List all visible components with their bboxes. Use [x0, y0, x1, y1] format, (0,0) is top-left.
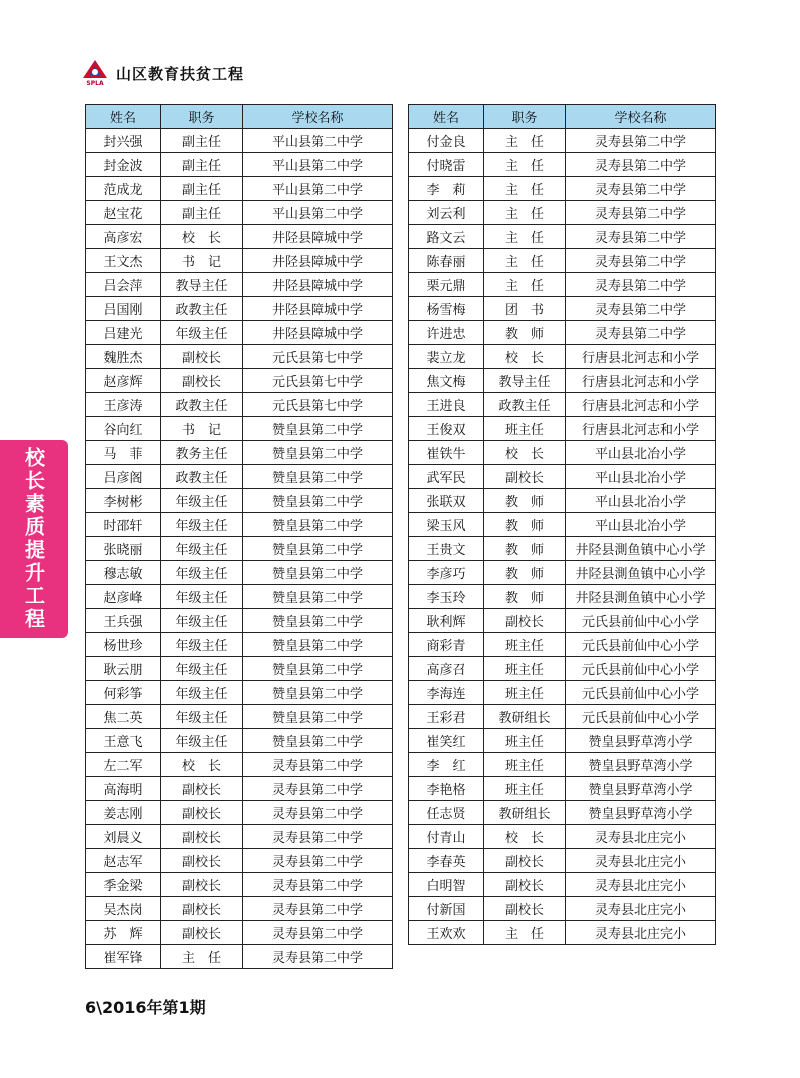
cell-name: 白明智 — [409, 873, 484, 897]
cell-name: 王彩君 — [409, 705, 484, 729]
cell-school: 灵寿县北庄完小 — [566, 825, 716, 849]
cell-name: 焦二英 — [86, 705, 161, 729]
cell-position: 教 师 — [484, 585, 566, 609]
cell-position: 年级主任 — [161, 585, 243, 609]
table-row — [86, 561, 393, 585]
cell-school: 灵寿县北庄完小 — [566, 849, 716, 873]
cell-position: 班主任 — [484, 681, 566, 705]
table-row — [86, 417, 393, 441]
cell-school: 赞皇县第二中学 — [243, 681, 393, 705]
cell-school: 赞皇县第二中学 — [243, 633, 393, 657]
page-title: 山区教育扶贫工程 — [116, 64, 245, 83]
cell-name: 付晓雷 — [409, 153, 484, 177]
table-row — [409, 393, 716, 417]
cell-position: 主 任 — [161, 945, 243, 969]
table-row — [86, 489, 393, 513]
cell-name: 高海明 — [86, 777, 161, 801]
cell-position: 副主任 — [161, 129, 243, 153]
cell-name: 付青山 — [409, 825, 484, 849]
cell-school: 元氏县前仙中心小学 — [566, 705, 716, 729]
cell-position: 教 师 — [484, 561, 566, 585]
table-row — [86, 753, 393, 777]
cell-position: 教研组长 — [484, 801, 566, 825]
cell-position: 年级主任 — [161, 537, 243, 561]
table-row — [409, 249, 716, 273]
cell-position: 副校长 — [484, 849, 566, 873]
table-row — [86, 801, 393, 825]
table-row — [409, 321, 716, 345]
table-row — [86, 705, 393, 729]
cell-position: 校 长 — [484, 825, 566, 849]
cell-position: 副校长 — [484, 873, 566, 897]
cell-school: 赞皇县第二中学 — [243, 489, 393, 513]
cell-position: 主 任 — [484, 249, 566, 273]
cell-name: 耿云朋 — [86, 657, 161, 681]
table-row — [86, 297, 393, 321]
cell-school: 元氏县第七中学 — [243, 369, 393, 393]
cell-name: 李玉玲 — [409, 585, 484, 609]
table-row — [409, 897, 716, 921]
table-row — [409, 441, 716, 465]
page-footer: 6\2016年第1期 — [85, 998, 206, 1017]
cell-school: 平山县北冶小学 — [566, 513, 716, 537]
cell-school: 井陉县障城中学 — [243, 273, 393, 297]
cell-position: 副主任 — [161, 201, 243, 225]
cell-name: 李艳格 — [409, 777, 484, 801]
cell-school: 灵寿县第二中学 — [243, 753, 393, 777]
cell-name: 武军民 — [409, 465, 484, 489]
cell-position: 团 书 — [484, 297, 566, 321]
cell-name: 吕建光 — [86, 321, 161, 345]
cell-name: 杨雪梅 — [409, 297, 484, 321]
cell-position: 副校长 — [484, 465, 566, 489]
cell-position: 政教主任 — [161, 465, 243, 489]
table-row — [86, 657, 393, 681]
table-row — [86, 513, 393, 537]
cell-position: 年级主任 — [161, 513, 243, 537]
cell-position: 教导主任 — [161, 273, 243, 297]
table-row — [409, 153, 716, 177]
cell-school: 赞皇县第二中学 — [243, 441, 393, 465]
table-row — [409, 489, 716, 513]
cell-school: 灵寿县第二中学 — [243, 873, 393, 897]
cell-name: 李彦巧 — [409, 561, 484, 585]
table-row — [409, 585, 716, 609]
cell-name: 封金波 — [86, 153, 161, 177]
table-row — [409, 417, 716, 441]
cell-school: 平山县第二中学 — [243, 153, 393, 177]
table-row — [86, 537, 393, 561]
cell-school: 灵寿县第二中学 — [566, 321, 716, 345]
cell-position: 校 长 — [484, 441, 566, 465]
cell-school: 灵寿县第二中学 — [566, 129, 716, 153]
cell-name: 路文云 — [409, 225, 484, 249]
roster-table-left — [85, 104, 393, 969]
table-row — [409, 345, 716, 369]
table-header-row — [86, 105, 393, 129]
table-row — [409, 657, 716, 681]
cell-position: 班主任 — [484, 633, 566, 657]
cell-school: 井陉县障城中学 — [243, 225, 393, 249]
table-row — [86, 345, 393, 369]
cell-name: 赵彦辉 — [86, 369, 161, 393]
cell-school: 井陉县測鱼镇中心小学 — [566, 561, 716, 585]
cell-position: 班主任 — [484, 729, 566, 753]
cell-name: 崔笑红 — [409, 729, 484, 753]
cell-position: 副校长 — [161, 897, 243, 921]
cell-school: 灵寿县第二中学 — [243, 921, 393, 945]
cell-school: 灵寿县北庄完小 — [566, 873, 716, 897]
table-row — [409, 225, 716, 249]
cell-position: 政教主任 — [484, 393, 566, 417]
table-row — [86, 585, 393, 609]
cell-name: 赵彦峰 — [86, 585, 161, 609]
cell-name: 吕会萍 — [86, 273, 161, 297]
table-row — [409, 129, 716, 153]
section-label: 校长素质提升工程 — [21, 447, 46, 631]
cell-name: 刘晨义 — [86, 825, 161, 849]
cell-school: 元氏县前仙中心小学 — [566, 633, 716, 657]
cell-school: 平山县北冶小学 — [566, 465, 716, 489]
table-row — [86, 369, 393, 393]
cell-name: 王文杰 — [86, 249, 161, 273]
table-row — [409, 729, 716, 753]
cell-name: 赵志军 — [86, 849, 161, 873]
table-row — [409, 633, 716, 657]
table-row — [409, 561, 716, 585]
table-row — [409, 753, 716, 777]
cell-name: 付金良 — [409, 129, 484, 153]
cell-name: 吕国刚 — [86, 297, 161, 321]
cell-name: 王意飞 — [86, 729, 161, 753]
table-row — [409, 465, 716, 489]
table-row — [86, 849, 393, 873]
cell-position: 教研组长 — [484, 705, 566, 729]
cell-school: 平山县第二中学 — [243, 129, 393, 153]
cell-position: 年级主任 — [161, 633, 243, 657]
cell-school: 灵寿县北庄完小 — [566, 897, 716, 921]
cell-school: 赞皇县第二中学 — [243, 561, 393, 585]
cell-position: 班主任 — [484, 777, 566, 801]
cell-name: 裴立龙 — [409, 345, 484, 369]
cell-position: 校 长 — [484, 345, 566, 369]
table-row — [86, 393, 393, 417]
cell-position: 副校长 — [161, 873, 243, 897]
table-row — [86, 633, 393, 657]
cell-name: 王彦涛 — [86, 393, 161, 417]
table-row — [86, 825, 393, 849]
cell-school: 灵寿县第二中学 — [243, 825, 393, 849]
cell-name: 高彦召 — [409, 657, 484, 681]
col-header-position: 职务 — [484, 105, 566, 129]
table-row — [86, 321, 393, 345]
cell-school: 平山县北冶小学 — [566, 489, 716, 513]
table-row — [409, 273, 716, 297]
cell-position: 班主任 — [484, 657, 566, 681]
cell-school: 平山县第二中学 — [243, 177, 393, 201]
logo — [80, 58, 110, 88]
cell-position: 副校长 — [161, 801, 243, 825]
cell-school: 灵寿县第二中学 — [566, 153, 716, 177]
cell-school: 赞皇县第二中学 — [243, 417, 393, 441]
roster-table-right — [408, 104, 716, 945]
table-row — [86, 441, 393, 465]
cell-position: 年级主任 — [161, 657, 243, 681]
cell-name: 魏胜杰 — [86, 345, 161, 369]
cell-name: 崔军锋 — [86, 945, 161, 969]
cell-name: 李树彬 — [86, 489, 161, 513]
cell-school: 赞皇县野草湾小学 — [566, 729, 716, 753]
cell-school: 灵寿县第二中学 — [566, 249, 716, 273]
cell-position: 政教主任 — [161, 297, 243, 321]
cell-name: 焦文梅 — [409, 369, 484, 393]
cell-name: 何彩筝 — [86, 681, 161, 705]
table-row — [409, 825, 716, 849]
table-row — [409, 201, 716, 225]
cell-school: 灵寿县北庄完小 — [566, 921, 716, 945]
table-row — [86, 225, 393, 249]
cell-name: 张联双 — [409, 489, 484, 513]
cell-school: 赞皇县第二中学 — [243, 513, 393, 537]
table-header-row — [409, 105, 716, 129]
cell-position: 主 任 — [484, 177, 566, 201]
cell-position: 校 长 — [161, 225, 243, 249]
cell-school: 灵寿县第二中学 — [243, 777, 393, 801]
cell-position: 副校长 — [161, 777, 243, 801]
cell-name: 封兴强 — [86, 129, 161, 153]
cell-position: 校 长 — [161, 753, 243, 777]
cell-school: 灵寿县第二中学 — [566, 225, 716, 249]
cell-position: 副校长 — [161, 345, 243, 369]
cell-position: 教导主任 — [484, 369, 566, 393]
cell-position: 年级主任 — [161, 705, 243, 729]
table-row — [409, 537, 716, 561]
cell-name: 任志贤 — [409, 801, 484, 825]
table-row — [86, 273, 393, 297]
cell-name: 商彩青 — [409, 633, 484, 657]
cell-position: 教 师 — [484, 513, 566, 537]
cell-name: 穆志敏 — [86, 561, 161, 585]
cell-name: 李春英 — [409, 849, 484, 873]
table-row — [86, 249, 393, 273]
cell-school: 行唐县北河志和小学 — [566, 369, 716, 393]
cell-name: 苏 辉 — [86, 921, 161, 945]
cell-name: 杨世珍 — [86, 633, 161, 657]
cell-position: 副校长 — [484, 897, 566, 921]
table-row — [86, 153, 393, 177]
col-header-name: 姓名 — [86, 105, 161, 129]
cell-name: 崔铁牛 — [409, 441, 484, 465]
cell-name: 刘云利 — [409, 201, 484, 225]
cell-school: 赞皇县第二中学 — [243, 465, 393, 489]
cell-position: 主 任 — [484, 201, 566, 225]
cell-school: 行唐县北河志和小学 — [566, 393, 716, 417]
table-row — [86, 729, 393, 753]
cell-school: 赞皇县第二中学 — [243, 609, 393, 633]
cell-position: 班主任 — [484, 417, 566, 441]
cell-name: 时邵轩 — [86, 513, 161, 537]
cell-school: 元氏县第七中学 — [243, 345, 393, 369]
table-row — [409, 609, 716, 633]
cell-position: 年级主任 — [161, 561, 243, 585]
cell-school: 赞皇县野草湾小学 — [566, 753, 716, 777]
table-row — [409, 513, 716, 537]
cell-name: 李海连 — [409, 681, 484, 705]
cell-name: 吕彦阁 — [86, 465, 161, 489]
cell-school: 赞皇县第二中学 — [243, 657, 393, 681]
table-row — [409, 873, 716, 897]
cell-school: 元氏县前仙中心小学 — [566, 609, 716, 633]
table-row — [409, 777, 716, 801]
cell-name: 吴杰岗 — [86, 897, 161, 921]
table-row — [86, 201, 393, 225]
section-sidebar-tab — [0, 440, 68, 638]
cell-name: 赵宝花 — [86, 201, 161, 225]
logo-text: SPLA — [86, 80, 104, 87]
cell-position: 教 师 — [484, 537, 566, 561]
cell-position: 副校长 — [161, 921, 243, 945]
table-row — [86, 609, 393, 633]
cell-school: 元氏县前仙中心小学 — [566, 657, 716, 681]
cell-school: 井陉县障城中学 — [243, 321, 393, 345]
cell-name: 高彦宏 — [86, 225, 161, 249]
table-row — [409, 177, 716, 201]
cell-position: 年级主任 — [161, 681, 243, 705]
col-header-school: 学校名称 — [566, 105, 716, 129]
cell-name: 左二军 — [86, 753, 161, 777]
table-row — [409, 369, 716, 393]
cell-position: 书 记 — [161, 249, 243, 273]
table-row — [86, 777, 393, 801]
table-row — [86, 921, 393, 945]
table-row — [409, 297, 716, 321]
cell-school: 灵寿县第二中学 — [566, 177, 716, 201]
cell-school: 灵寿县第二中学 — [243, 801, 393, 825]
cell-school: 赞皇县第二中学 — [243, 537, 393, 561]
cell-position: 主 任 — [484, 921, 566, 945]
cell-position: 副校长 — [161, 369, 243, 393]
cell-school: 平山县第二中学 — [243, 201, 393, 225]
cell-name: 王贵文 — [409, 537, 484, 561]
cell-school: 元氏县第七中学 — [243, 393, 393, 417]
cell-school: 赞皇县野草湾小学 — [566, 777, 716, 801]
cell-name: 李 莉 — [409, 177, 484, 201]
cell-position: 副主任 — [161, 177, 243, 201]
cell-name: 王俊双 — [409, 417, 484, 441]
table-row — [86, 465, 393, 489]
cell-school: 灵寿县第二中学 — [243, 945, 393, 969]
cell-school: 灵寿县第二中学 — [566, 273, 716, 297]
cell-position: 副校长 — [161, 825, 243, 849]
cell-position: 主 任 — [484, 273, 566, 297]
col-header-name: 姓名 — [409, 105, 484, 129]
cell-position: 主 任 — [484, 225, 566, 249]
cell-name: 李 红 — [409, 753, 484, 777]
cell-school: 井陉县障城中学 — [243, 249, 393, 273]
table-row — [409, 849, 716, 873]
cell-school: 赞皇县野草湾小学 — [566, 801, 716, 825]
cell-position: 班主任 — [484, 753, 566, 777]
cell-school: 灵寿县第二中学 — [243, 849, 393, 873]
col-header-school: 学校名称 — [243, 105, 393, 129]
cell-position: 教务主任 — [161, 441, 243, 465]
cell-position: 年级主任 — [161, 729, 243, 753]
cell-name: 王兵强 — [86, 609, 161, 633]
table-row — [86, 177, 393, 201]
cell-school: 井陉县測鱼镇中心小学 — [566, 537, 716, 561]
cell-name: 张晓丽 — [86, 537, 161, 561]
table-row — [86, 681, 393, 705]
cell-name: 王欢欢 — [409, 921, 484, 945]
col-header-position: 职务 — [161, 105, 243, 129]
cell-school: 赞皇县第二中学 — [243, 729, 393, 753]
cell-position: 年级主任 — [161, 489, 243, 513]
cell-name: 陈春丽 — [409, 249, 484, 273]
cell-name: 梁玉风 — [409, 513, 484, 537]
cell-name: 耿利辉 — [409, 609, 484, 633]
cell-position: 年级主任 — [161, 609, 243, 633]
table-row — [86, 873, 393, 897]
table-row — [86, 945, 393, 969]
cell-name: 许进忠 — [409, 321, 484, 345]
cell-school: 行唐县北河志和小学 — [566, 417, 716, 441]
cell-name: 谷向红 — [86, 417, 161, 441]
cell-position: 副主任 — [161, 153, 243, 177]
cell-name: 姜志刚 — [86, 801, 161, 825]
cell-name: 王进良 — [409, 393, 484, 417]
cell-school: 灵寿县第二中学 — [566, 297, 716, 321]
cell-school: 井陉县測鱼镇中心小学 — [566, 585, 716, 609]
cell-school: 行唐县北河志和小学 — [566, 345, 716, 369]
cell-school: 平山县北冶小学 — [566, 441, 716, 465]
cell-name: 范成龙 — [86, 177, 161, 201]
cell-position: 年级主任 — [161, 321, 243, 345]
logo-icon — [80, 58, 110, 82]
cell-position: 副校长 — [484, 609, 566, 633]
cell-position: 主 任 — [484, 129, 566, 153]
cell-name: 马 菲 — [86, 441, 161, 465]
table-row — [409, 681, 716, 705]
cell-school: 灵寿县第二中学 — [566, 201, 716, 225]
cell-position: 教 师 — [484, 321, 566, 345]
table-row — [86, 897, 393, 921]
table-row — [86, 129, 393, 153]
cell-name: 付新国 — [409, 897, 484, 921]
cell-position: 副校长 — [161, 849, 243, 873]
cell-position: 政教主任 — [161, 393, 243, 417]
cell-school: 井陉县障城中学 — [243, 297, 393, 321]
cell-name: 栗元鼎 — [409, 273, 484, 297]
cell-school: 元氏县前仙中心小学 — [566, 681, 716, 705]
cell-position: 教 师 — [484, 489, 566, 513]
cell-name: 季金梁 — [86, 873, 161, 897]
table-row — [409, 921, 716, 945]
cell-school: 赞皇县第二中学 — [243, 585, 393, 609]
table-row — [409, 705, 716, 729]
cell-school: 赞皇县第二中学 — [243, 705, 393, 729]
cell-position: 书 记 — [161, 417, 243, 441]
table-row — [409, 801, 716, 825]
page-header — [80, 58, 244, 88]
cell-position: 主 任 — [484, 153, 566, 177]
cell-school: 灵寿县第二中学 — [243, 897, 393, 921]
